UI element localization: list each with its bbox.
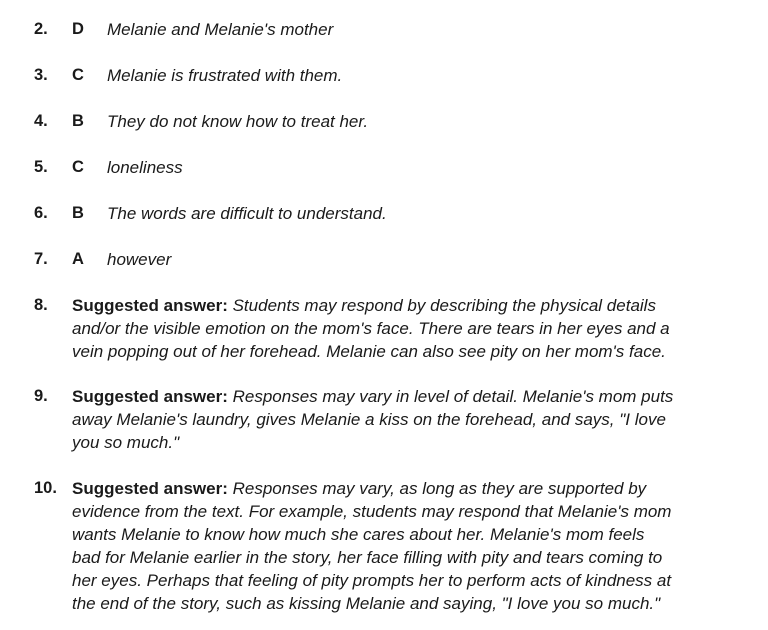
- suggested-answer-label: Suggested answer:: [72, 479, 228, 498]
- item-number: 2.: [34, 20, 48, 38]
- answer-text: Responses may vary in level of detail. Melanie's mom puts: [227, 387, 674, 406]
- answer-letter: D: [72, 20, 84, 38]
- answer-letter: C: [72, 158, 84, 176]
- answer-line: evidence from the text. For example, students may respond that Melanie's mom: [72, 502, 672, 521]
- answer-text: Responses may vary, as long as they are supported by: [227, 479, 647, 498]
- answer-choice: The words are difficult to understand.: [107, 204, 387, 223]
- item-number: 4.: [34, 112, 48, 130]
- answer-line: [72, 294, 737, 317]
- suggested-answer-label: Suggested answer:: [72, 387, 228, 406]
- answer-line: away Melanie's laundry, gives Melanie a kiss on the forehead, and says, "I love: [72, 410, 666, 429]
- answer-line: her eyes. Perhaps that feeling of pity prompts her to perform acts of kindness at: [72, 571, 672, 590]
- answer-letter: B: [72, 204, 84, 222]
- answer-line: vein popping out of her forehead. Melanie can also see pity on her mom's face.: [72, 342, 666, 361]
- answer-choice: loneliness: [107, 158, 183, 177]
- answer-line: [72, 385, 737, 408]
- item-number: 7.: [34, 250, 48, 268]
- answer-line: bad for Melanie earlier in the story, her face filling with pity and tears coming to: [72, 548, 663, 567]
- answer-letter: C: [72, 66, 84, 84]
- item-number: 6.: [34, 204, 48, 222]
- answer-choice: Melanie is frustrated with them.: [107, 66, 343, 85]
- answer-line: and/or the visible emotion on the mom's face. There are tears in her eyes and a: [72, 319, 670, 338]
- answer-choice: They do not know how to treat her.: [107, 112, 369, 131]
- suggested-answer-body: [72, 385, 737, 454]
- answer-text: Students may respond by describing the physical details: [227, 296, 656, 315]
- item-number: 8.: [34, 296, 48, 314]
- answer-letter: B: [72, 112, 84, 130]
- answer-line: wants Melanie to know how much she cares about her. Melanie's mom feels: [72, 525, 645, 544]
- suggested-answer-body: [72, 294, 737, 363]
- answer-choice: Melanie and Melanie's mother: [107, 20, 334, 39]
- answer-line: the end of the story, such as kissing Melanie and saying, "I love you so much.": [72, 594, 661, 613]
- item-number: 3.: [34, 66, 48, 84]
- answer-line: [72, 477, 737, 500]
- answer-choice: however: [107, 250, 172, 269]
- answer-letter: A: [72, 250, 84, 268]
- item-number: 9.: [34, 387, 48, 405]
- item-number: 5.: [34, 158, 48, 176]
- answer-line: you so much.": [72, 433, 180, 452]
- suggested-answer-label: Suggested answer:: [72, 296, 228, 315]
- item-number: 10.: [34, 479, 57, 497]
- suggested-answer-body: [72, 477, 737, 615]
